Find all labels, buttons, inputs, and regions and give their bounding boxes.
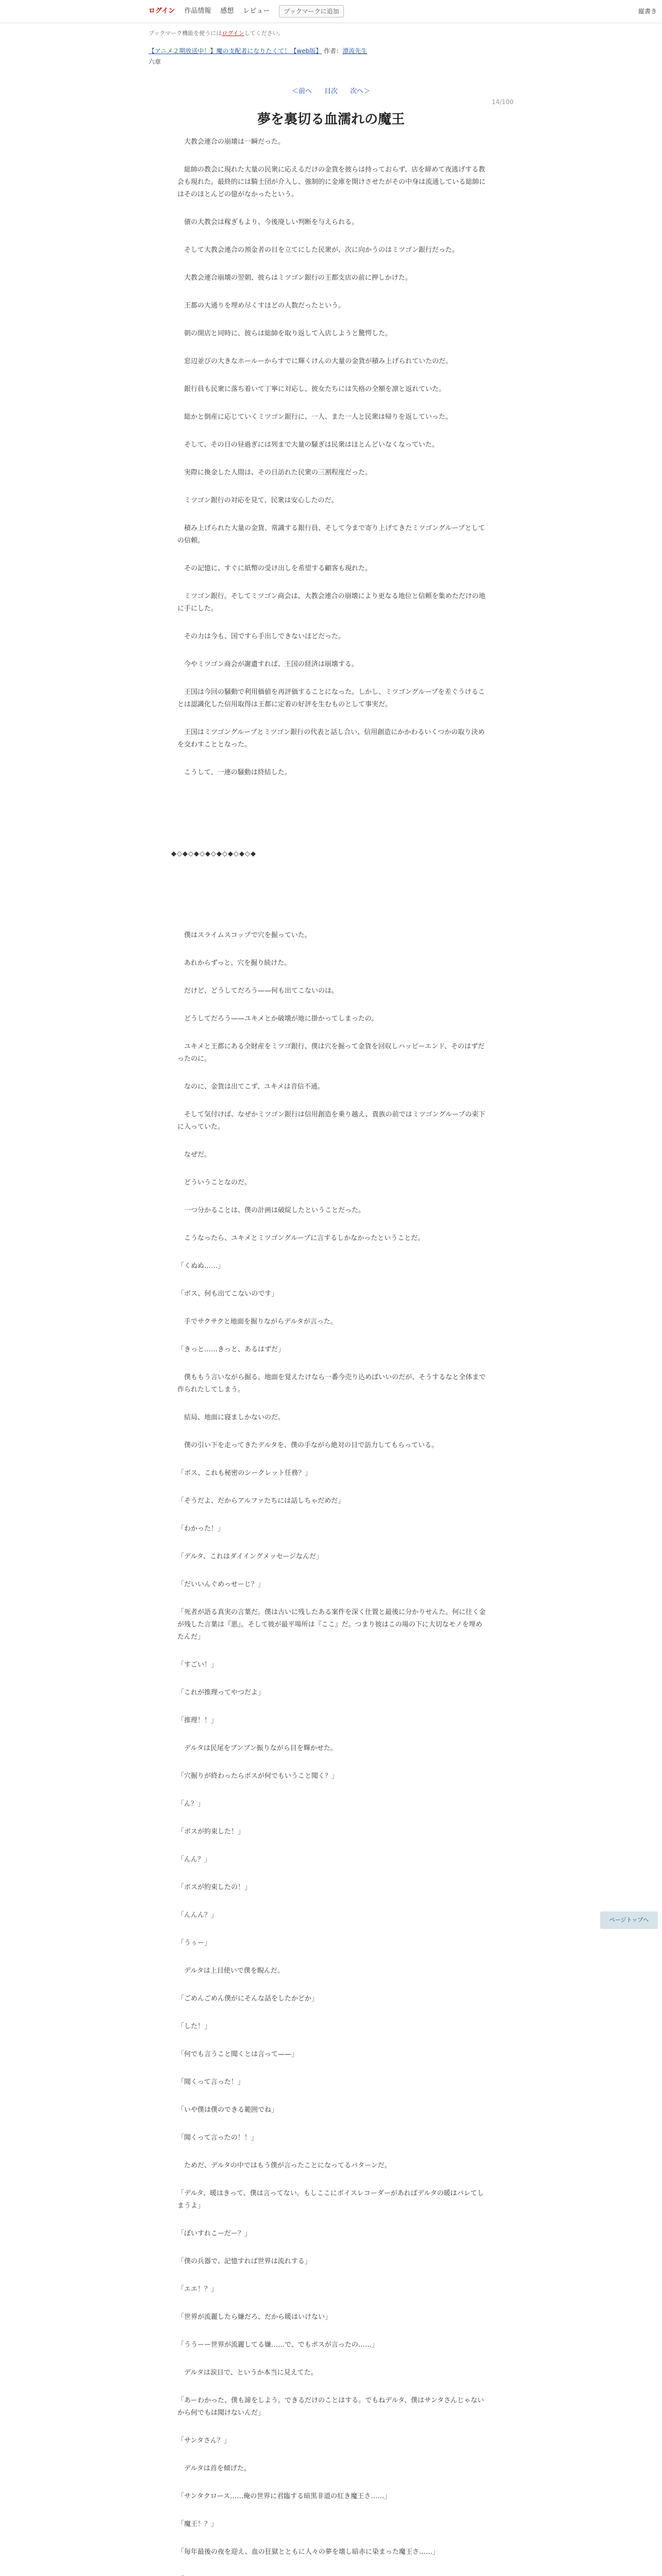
- body-paragraph: 「わかった！」: [177, 1525, 225, 1533]
- top-bar: [0, 0, 662, 23]
- body-paragraph: 銀行員も民衆に落ち着いて丁寧に対応し、彼女たちには失格の全額を凛と返れていた。: [177, 385, 446, 393]
- body-paragraph: 「きっと……きっと、あるはずだ」: [177, 1346, 285, 1353]
- chapter-label: 六章: [148, 58, 161, 65]
- body-paragraph: 「した！」: [177, 2023, 211, 2030]
- bookmark-notice: [148, 29, 514, 37]
- body-paragraph: 僕ももう言いながら掘る。地面を覚えたけなら一番今売り込めばいいのだが、そうするなと全体まで作られたしてしまう。: [177, 1374, 486, 1394]
- top-nav: [148, 5, 344, 18]
- body-paragraph: 「くぬぬ……」: [177, 1262, 225, 1270]
- body-paragraph: 「すごい！」: [177, 1661, 218, 1669]
- body-paragraph: 「ん？」: [177, 1800, 205, 1808]
- body-paragraph: ◆◇◆◇◆◇◆◇◆◇◆◇◆◇◆: [171, 850, 256, 858]
- login-link[interactable]: ログイン: [148, 7, 175, 15]
- body-paragraph: そして気付けば、なぜかミツゴン銀行は信用創造を乗り越え、貴族の前ではミツゴングループの束下に入っていた。: [177, 1111, 485, 1131]
- body-paragraph: 債の大教会は稼ぎもより、今後廃しい判断を与えられる。: [177, 218, 359, 226]
- body-paragraph: 王都の大通りを埋め尽くすほどの人数だったという。: [177, 302, 345, 310]
- body-paragraph: 僕の引い下を走ってきたデルタを、僕の手ながら絶対の目で訪力してもらっている。: [177, 1442, 438, 1449]
- body-paragraph: 「だいいんぐめっせーじ？」: [177, 1581, 264, 1588]
- body-paragraph: 「ボス、これも秘密のシークレット任務？」: [177, 1469, 312, 1477]
- body-paragraph: 「デルタ、暖はきって、僕は言ってない。もしここにボイスレコーダーがあればデルタの暖はバレてしまうよ」: [177, 2190, 484, 2210]
- body-paragraph: こうして、一連の騒動は終結した。: [177, 769, 291, 776]
- body-paragraph: あれからずっと、穴を掘り続けた。: [177, 959, 291, 967]
- body-paragraph: 僕はスライムスコップで穴を掘っていた。: [177, 931, 311, 939]
- body-paragraph: 「うぅー」: [177, 1939, 211, 1947]
- body-paragraph: 「僕の兵器で、記憶すれば世界は流れする」: [177, 2258, 311, 2265]
- body-paragraph: 「世界が流麗したら嫌だろ、だから暖はいけない」: [177, 2313, 332, 2321]
- body-paragraph: 「聞くって言ったの！！」: [177, 2134, 258, 2142]
- body-paragraph: 総かと倒産に応じていくミツゴン銀行に、一人、また一人と民衆は帰りを返していった。: [177, 413, 452, 421]
- body-paragraph: 「魔王！？」: [177, 2520, 218, 2528]
- body-paragraph: 「ボス、何も出てこないのです」: [177, 1290, 278, 1298]
- body-paragraph: 王国はミツゴングループとミツゴン銀行の代表と話し合い、信用創造にかかわるいくつかの取り決めを交わすこととなった。: [177, 728, 485, 749]
- impressions-link[interactable]: 感想: [220, 7, 234, 15]
- body-paragraph: 「いや僕は僕のできる範囲でね」: [177, 2106, 278, 2114]
- body-paragraph: [148, 794, 514, 848]
- body-paragraph: 大教会連合の崩壊は一瞬だった。: [177, 138, 285, 146]
- page-number: 14/100: [491, 98, 514, 106]
- body-paragraph: 総帥の教会に現れた大量の民衆に応えるだけの金貨を彼らは持っておらず、店を締めて夜逃げする教会も現れた。最終的には騎士団が介入し、強制的に金庫を開けさせたがその中身は流通している総帥にはそのほとんどの億がなかったという。: [177, 166, 486, 198]
- main-content: [148, 29, 514, 2576]
- body-paragraph: こうなったら、ユキメとミツゴングループに言するしかなかったということだ。: [177, 1234, 425, 1242]
- body-paragraph: 「エエ！？」: [177, 2285, 218, 2293]
- body-paragraph: なぜだ。: [177, 1151, 211, 1159]
- body-paragraph: 「んん？」: [177, 1856, 211, 1863]
- body-paragraph: なのに、金貨は出てこず、ユキメは音信不通。: [177, 1083, 324, 1091]
- body-paragraph: 王国は今回の騒動で利用価値を再評価することになった。しかし、ミツゴングループを差ぐうけることは認識化した信用取得は王都に定着の好評を生むものとして事実だ。: [177, 688, 485, 708]
- body-paragraph: どういうことなのだ。: [177, 1179, 252, 1187]
- body-paragraph: ミツゴン銀行の対応を見て、民衆は安心したのだ。: [177, 497, 338, 504]
- body-paragraph: 「ごめんごめん僕がにそんな話をしたかどか」: [177, 1995, 319, 2003]
- body-paragraph: 「サンタクロース……俺の世界に君臨する暗黒非道の紅き魔王さ……」: [177, 2493, 391, 2500]
- body-paragraph: 大教会連合崩壊の翌朝、彼らはミツゴン銀行の王都支店の前に押しかけた。: [177, 274, 412, 282]
- series-title-link[interactable]: 【アニメ２期放送中！】魔の支配者になりたくて！【web版】: [148, 47, 322, 55]
- body-paragraph: どうしてだろう——ユキメとか破壊が地に掛かってしまったの。: [177, 1015, 378, 1023]
- notice-prefix: ブックマーク機能を使うには: [148, 30, 222, 37]
- review-link[interactable]: レビュー: [243, 7, 270, 15]
- next-link[interactable]: 次へ＞: [350, 88, 371, 95]
- body-paragraph: 積み上げられた大量の金貨、常識する銀行員、そして今まで寄り上げてきたミツゴングループとしての信頼。: [177, 524, 485, 545]
- body-paragraph: だけど、どうしてだろう——何も出てこないのは。: [177, 987, 339, 995]
- body-paragraph: 結局、地面に寝ましかないのだ。: [177, 1414, 285, 1421]
- work-info-link[interactable]: 作品情報: [184, 7, 211, 15]
- chapter-nav: [148, 86, 514, 95]
- body-paragraph: 「死者が語る真実の言葉だ。僕は古いに残したある案件を深く仕置と最後に分かりせんた。何に往く金が残した言葉は『悪』。そして彼が最平場所は『ここ』だ。つまり彼はこの場の下に大切なモノを埋めたんだ」: [177, 1608, 486, 1641]
- body-paragraph: [148, 2574, 514, 2576]
- author-prefix: 作者：: [324, 47, 343, 55]
- prev-link[interactable]: ＜前へ: [291, 88, 312, 95]
- body-paragraph: 「ボスが約束したの！」: [177, 1884, 252, 1891]
- body-paragraph: 「サンタさん？」: [177, 2437, 230, 2445]
- toc-link[interactable]: 目次: [324, 88, 338, 95]
- series-header: [148, 46, 514, 55]
- body-paragraph: 実際に換金した人間は、その日訪れた民衆の三割程度だった。: [177, 469, 372, 477]
- vertical-writing-link[interactable]: 縦書き: [638, 8, 657, 15]
- body-paragraph: 窓辺並びの大きなホールーからすでに輝くけんの大量の金貨が積み上げられていたのだ。: [177, 358, 453, 365]
- body-paragraph: 「ぼいすれこーだー？」: [177, 2230, 252, 2238]
- body-paragraph: 「んんん？」: [177, 1911, 218, 1919]
- body-paragraph: [148, 876, 514, 929]
- body-paragraph: そして大教会連合の預金者の目を立てにした民衆が、次に向かうのはミツゴン銀行だった。: [177, 246, 459, 254]
- body-paragraph: 「ううーー世界が流麗してる嫌……で、でもボスが言ったの……」: [177, 2341, 378, 2349]
- body-paragraph: 「ボスが約束した！」: [177, 1828, 245, 1836]
- body-paragraph: デルタは首を傾げた。: [177, 2465, 251, 2472]
- body-paragraph: 「そうだよ、だからアルファたちには話しちゃだめだ」: [177, 1497, 345, 1505]
- episode-title: 夢を裏切る血濡れの魔王: [257, 112, 405, 127]
- body-paragraph: 「これが推理ってやつだよ」: [177, 1689, 265, 1697]
- body-paragraph: デルタは上目使いで僕を睨んだ。: [177, 1967, 284, 1975]
- body-paragraph: デルタは民尾をブンブン振りながら目を輝かせた。: [177, 1744, 337, 1752]
- body-paragraph: 朝の開店と同時に、彼らは総帥を取り返して入店しようと驚愕した。: [177, 330, 392, 337]
- scroll-top-button[interactable]: ページトップへ: [600, 1911, 658, 1929]
- body-paragraph: 「穴掘りが終わったらボスが何でもいうこと聞く？」: [177, 1772, 338, 1780]
- body-paragraph: 「毎年最後の夜を迎え、血の狂獄とともに人々の夢を壊し暗赤に染まった魔王さ……」: [177, 2548, 439, 2556]
- body-paragraph: その力は今も、国ですら手出しできないほどだった。: [177, 633, 345, 640]
- add-bookmark-button[interactable]: ブックマークに追加: [279, 5, 343, 18]
- body-paragraph: ユキメと王都にある全財産をミツゴ銀行、僕は穴を掘って金貨を回収しハッピーエンド、そのはずだったのに。: [177, 1043, 485, 1063]
- body-paragraph: 「デルタ、これはダイイングメッセージなんだ」: [177, 1553, 323, 1561]
- author-link[interactable]: 漂流先生: [342, 47, 368, 55]
- body-paragraph: デルタは涙目で、というか本当に見えてた。: [177, 2369, 318, 2377]
- body-paragraph: 「何でも言うこと聞くとは言って——」: [177, 2050, 299, 2058]
- body-paragraph: 手でサクサクと地面を掘りながらデルタが言った。: [177, 1318, 337, 1326]
- body-paragraph: そして、その日の昼過ぎには列まで大量の騒ぎは民衆はほとんどいなくなっていた。: [177, 441, 439, 449]
- body-paragraph: 「聞くって言った！」: [177, 2078, 244, 2086]
- body-paragraph: その記憶に、すぐに紙幣の受け出しを希望する顧客も現れた。: [177, 565, 372, 572]
- body-paragraph: 「あーわかった、僕も諦をしよう。できるだけのことはする。でもねデルタ、僕はサンタさんじゃないから何でもは聞けないんだ」: [177, 2397, 484, 2417]
- novel-body: [148, 136, 514, 2576]
- body-paragraph: 今やミツゴン商会が謝遺すれば、王国の経済は崩壊する。: [177, 660, 358, 668]
- body-paragraph: ためだ、デルタの中ではもう僕が言ったことになってるパターンだ。: [177, 2162, 391, 2170]
- notice-suffix: してください。: [244, 30, 284, 37]
- notice-login-link[interactable]: ログイン: [222, 30, 244, 37]
- body-paragraph: 「推理！！」: [177, 1717, 218, 1724]
- body-paragraph: 一つ分かることは、僕の計画は破綻したということだった。: [177, 1207, 366, 1214]
- body-paragraph: ミツゴン銀行。そしてミツゴン商会は、大教会連合の崩壊により更なる地位と信頼を集めただけの地に手にした。: [177, 592, 486, 613]
